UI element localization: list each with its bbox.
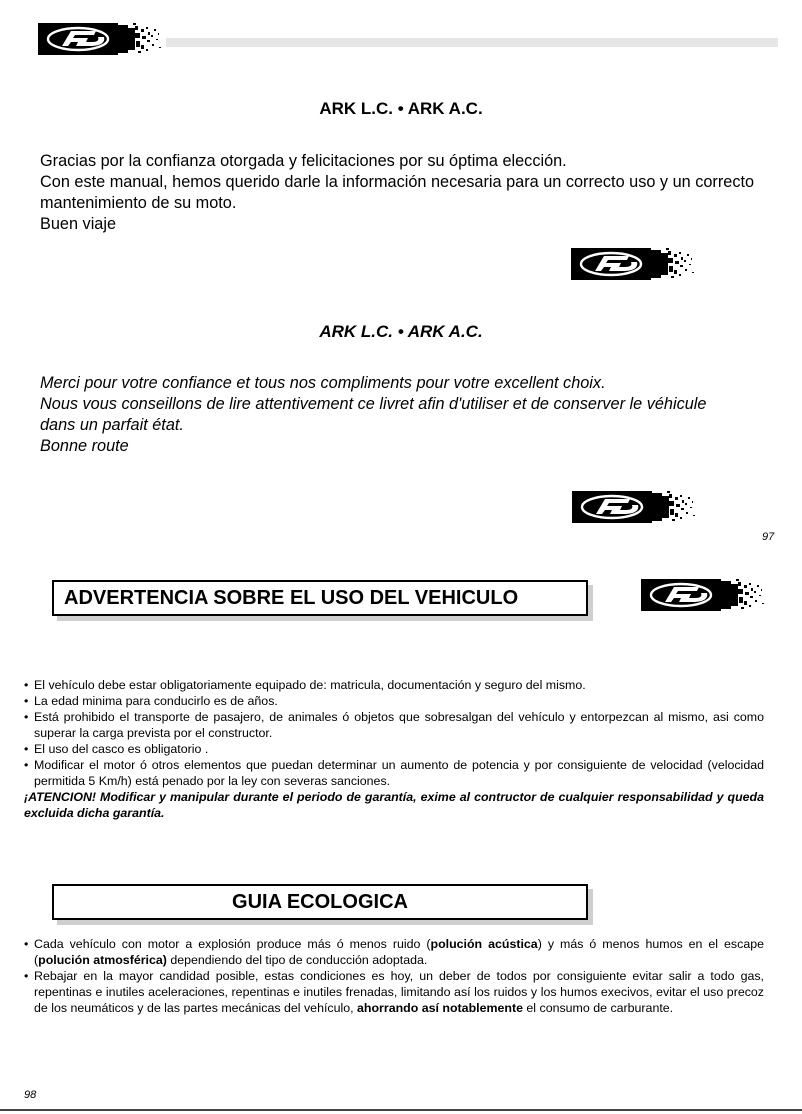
intro-fr-line: Merci pour votre confiance et tous nos compliments pour votre excellent choix. <box>40 374 606 392</box>
advertencia-heading: ADVERTENCIA SOBRE EL USO DEL VEHICULO <box>52 580 588 616</box>
page-title-fr: ARK L.C. • ARK A.C. <box>319 322 483 341</box>
header-bar <box>166 38 778 47</box>
page-title-es: ARK L.C. • ARK A.C. <box>319 99 483 118</box>
guia-list <box>24 936 764 1016</box>
list-item: • Cada vehículo con motor a explosión produce más ó menos ruido (polución acústica) y más ó menos humos en el escape (polución atmosférica) dependiendo del tipo de conducción adoptada. <box>24 937 764 967</box>
intro-fr-line: Bonne route <box>40 437 129 455</box>
list-item: • El vehículo debe estar obligatoriamente equipado de: matricula, documentación y seguro del mismo. <box>24 678 586 692</box>
fantic-logo-icon <box>572 491 696 523</box>
list-item: • Modificar el motor ó otros elementos que puedan determinar un aumento de potencia y por consiguiente de velocidad (velocidad permitida 5 Km/h) está penado por la ley con severas sanciones. <box>24 758 764 788</box>
warning-text: ¡ATENCION! Modificar y manipular durante el periodo de garantía, exime al contructor de cualquier responsabilidad y queda excluida dicha garantía. <box>24 790 764 820</box>
list-item: • El uso del casco es obligatorio . <box>24 742 209 756</box>
intro-fr-line: Nous vous conseillons de lire attentivement ce livret afin d'utiliser et de conserver le véhicule <box>40 395 707 413</box>
advertencia-list <box>24 677 764 821</box>
page-divider <box>0 1109 802 1111</box>
intro-fr-line: dans un parfait état. <box>40 416 184 434</box>
list-item: • Está prohibido el transporte de pasajero, de animales ó objetos que sobresalgan del vehículo y entorpezcan al mismo, asi como superar la carga prevista por el constructor. <box>24 710 764 740</box>
intro-es-line: Buen viaje <box>40 215 117 233</box>
page-number: 98 <box>24 1089 37 1101</box>
fantic-logo-icon <box>571 248 695 280</box>
list-item: • La edad minima para conducirlo es de años. <box>24 694 278 708</box>
intro-es-line: mantenimiento de su moto. <box>40 194 237 212</box>
intro-es-line: Gracias por la confianza otorgada y felicitaciones por su óptima elección. <box>40 152 567 170</box>
page-number: 97 <box>762 531 775 543</box>
fantic-logo-icon <box>38 23 162 55</box>
fantic-logo-icon <box>641 579 765 611</box>
intro-es-line: Con este manual, hemos querido darle la información necesaria para un correcto uso y un correcto <box>40 173 755 191</box>
list-item: • Rebajar en la mayor candidad posible, estas condiciones es hoy, un deber de todos por consiguiente evitar salir a todo gas, repentinas e inutiles aceleraciones, repentinas e inutiles frenadas, limitando así los ruidos y los humos execivos, evitar el uso precoz de los neumáticos y de las partes mecánicas del vehículo, ahorrando así notablemente el consumo de carburante. <box>24 969 764 1015</box>
guia-heading: GUIA ECOLOGICA <box>52 884 588 920</box>
intro-fr <box>40 373 785 457</box>
intro-es <box>40 151 785 235</box>
